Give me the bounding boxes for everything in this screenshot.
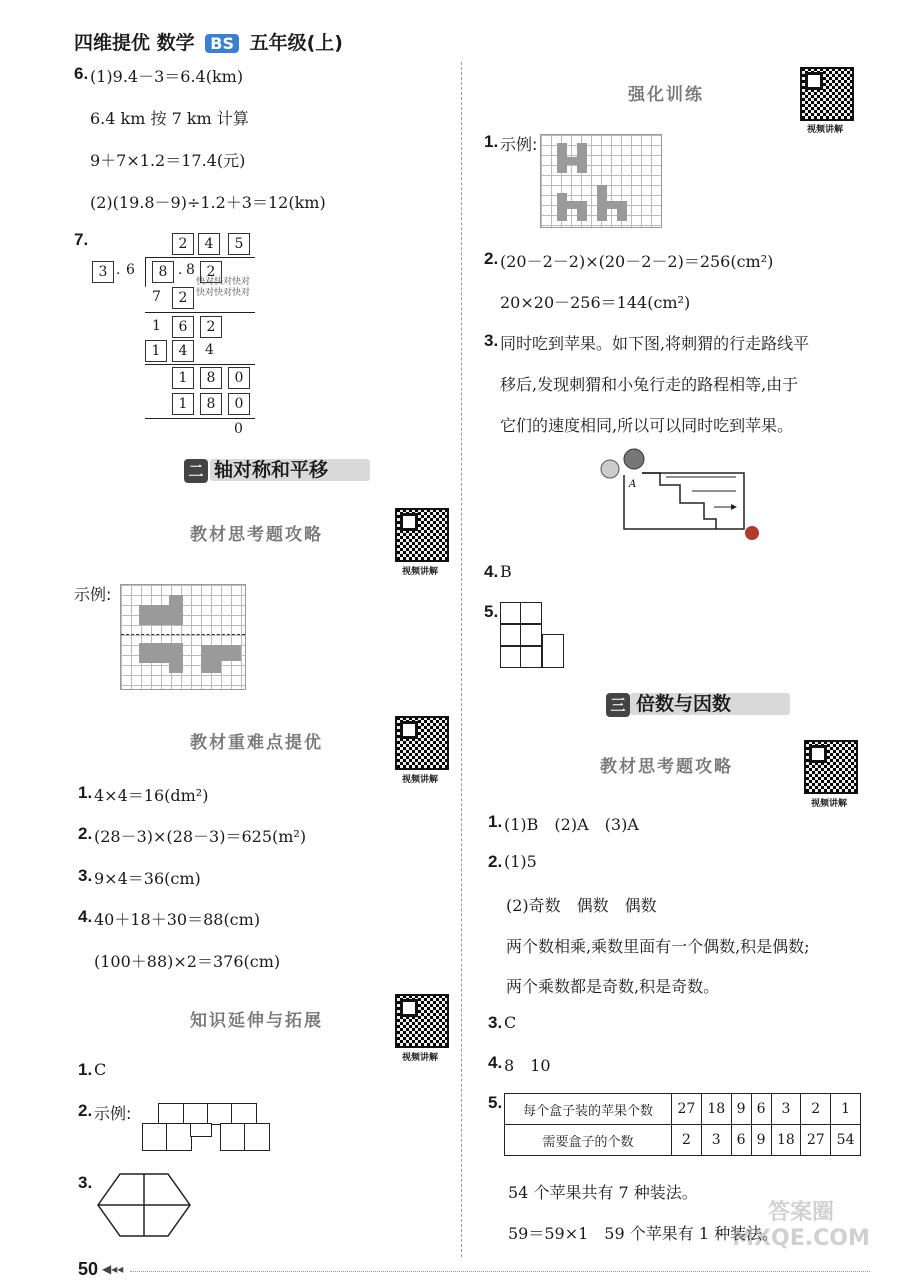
section-title: 教材重难点提优 <box>190 733 323 753</box>
arrow-icon: ◀◂◂ <box>102 1262 124 1276</box>
item-number: 1. <box>488 812 503 831</box>
remainder: 0 <box>234 421 243 437</box>
header-title: 四维提优 数学 <box>74 32 195 54</box>
table-cell: 9 <box>751 1125 771 1156</box>
table-cell: 2 <box>672 1125 702 1156</box>
step-digit: 1 <box>172 367 194 389</box>
quotient-digit: 5 <box>228 233 250 255</box>
item-number: 5. <box>484 602 499 621</box>
item-number: 3. <box>78 866 93 885</box>
qr-code[interactable] <box>395 508 449 562</box>
page-number: 50 <box>78 1259 99 1279</box>
division-bar <box>145 257 255 258</box>
hexagon-figure <box>96 1172 192 1238</box>
item-text: (2)奇数 偶数 偶数 <box>506 896 657 915</box>
step-digit: 2 <box>200 316 222 338</box>
step-digit: 4 <box>172 340 194 362</box>
column-divider <box>461 62 462 1257</box>
watermark: 答案圈 MXQE.COM <box>732 1200 870 1251</box>
dividend-digit: 2 <box>200 261 222 283</box>
item-text: (100＋88)×2＝376(cm) <box>94 952 281 971</box>
item-text: 两个数相乘,乘数里面有一个偶数,积是偶数; <box>506 937 810 956</box>
item-text: 示例: <box>500 135 538 154</box>
step-digit: 8 <box>200 367 222 389</box>
translation-grid <box>540 134 662 228</box>
item-number: 1. <box>484 132 499 151</box>
step-line <box>145 312 255 313</box>
table-cell: 2 <box>801 1094 831 1125</box>
qr-code[interactable] <box>395 994 449 1048</box>
example-label: 示例: <box>74 585 112 604</box>
item-text: 20×20－256＝144(cm²) <box>500 293 691 312</box>
item-number: 3. <box>484 331 499 350</box>
item-text: 同时吃到苹果。如下图,将刺猬的行走路线平 <box>500 334 810 353</box>
table-cell: 6 <box>731 1125 751 1156</box>
item-number: 1. <box>78 1060 93 1079</box>
item-number: 3. <box>78 1173 93 1192</box>
item-text: 它们的速度相同,所以可以同时吃到苹果。 <box>500 416 794 435</box>
table-row <box>505 1094 861 1125</box>
table-cell: 6 <box>751 1094 771 1125</box>
item-text: 59＝59×1 59 个苹果有 1 种装法。 <box>508 1224 779 1243</box>
table-cell: 27 <box>801 1125 831 1156</box>
step-digit: 1 <box>152 318 161 334</box>
item-number: 4. <box>488 1053 503 1072</box>
item-number: 5. <box>488 1093 503 1112</box>
item-text: (1)B (2)A (3)A <box>504 815 639 834</box>
item-number: 2. <box>78 824 93 843</box>
dividend-digit: 8 <box>152 261 174 283</box>
item-number: 2. <box>488 852 503 871</box>
table-cell: 9 <box>731 1094 751 1125</box>
footer-line <box>130 1271 870 1272</box>
table-cell: 3 <box>701 1125 731 1156</box>
table-cell: 1 <box>831 1094 861 1125</box>
row-header: 需要盒子的个数 <box>505 1125 672 1156</box>
step-digit: 7 <box>152 289 161 305</box>
q6-number: 6. <box>74 64 89 83</box>
qr-code[interactable] <box>804 740 858 794</box>
item-text: C <box>94 1060 107 1079</box>
q7-number: 7. <box>74 230 89 249</box>
qr-code[interactable] <box>395 716 449 770</box>
divisor-point: . <box>116 262 121 278</box>
item-text: (1)5 <box>504 852 537 871</box>
dividend-point: . <box>178 262 183 278</box>
symmetry-grid <box>120 584 246 690</box>
step-digit: 1 <box>145 340 167 362</box>
item-number: 2. <box>484 249 499 268</box>
header-badge: BS <box>205 34 239 53</box>
table-row <box>505 1125 861 1156</box>
q6-line: 6.4 km 按 7 km 计算 <box>90 109 249 128</box>
apple-box-table <box>504 1093 861 1156</box>
item-number: 4. <box>484 562 499 581</box>
watermark-note: 快对快对快对 快对快对快对 <box>196 277 251 298</box>
qr-code[interactable] <box>800 67 854 121</box>
qr-caption: 视频讲解 <box>810 799 847 809</box>
section-title: 知识延伸与拓展 <box>190 1011 323 1031</box>
header-grade: 五年级(上) <box>249 32 343 54</box>
item-text: 54 个苹果共有 7 种装法。 <box>508 1183 698 1202</box>
item-text: 9×4＝36(cm) <box>94 869 201 888</box>
chapter-title: 轴对称和平移 <box>214 459 329 481</box>
table-cell: 27 <box>672 1094 702 1125</box>
qr-caption: 视频讲解 <box>806 125 843 135</box>
item-text: (20－2－2)×(20－2－2)＝256(cm²) <box>500 252 774 271</box>
divisor-digit: 3 <box>92 261 114 283</box>
row-header: 每个盒子装的苹果个数 <box>505 1094 672 1125</box>
qr-caption: 视频讲解 <box>401 567 438 577</box>
item-number: 1. <box>78 783 93 802</box>
section-title: 教材思考题攻略 <box>600 757 733 777</box>
section-title: 强化训练 <box>628 85 704 105</box>
item-text: 示例: <box>94 1104 132 1123</box>
chapter-number: 三 <box>606 693 630 717</box>
step-line <box>145 364 255 365</box>
item-text: 4×4＝16(dm²) <box>94 786 209 805</box>
item-text: 移后,发现刺猬和小兔行走的路程相等,由于 <box>500 375 799 394</box>
route-diagram <box>596 447 766 543</box>
item-text: B <box>500 562 512 581</box>
item-text: 两个乘数都是奇数,积是奇数。 <box>506 977 720 996</box>
step-digit: 2 <box>172 287 194 309</box>
quotient-digit: 2 <box>172 233 194 255</box>
step-digit: 6 <box>172 316 194 338</box>
item-number: 3. <box>488 1013 503 1032</box>
division-bracket <box>145 257 146 287</box>
label-a: A <box>629 479 637 490</box>
table-cell: 3 <box>771 1094 801 1125</box>
q6-line: (1)9.4－3＝6.4(km) <box>90 67 244 86</box>
chapter-heading <box>184 455 328 483</box>
item-text: (28－3)×(28－3)＝625(m²) <box>94 827 307 846</box>
symmetry-axis <box>121 634 245 635</box>
qr-caption: 视频讲解 <box>401 1053 438 1063</box>
item-text: 8 10 <box>504 1056 551 1075</box>
step-line <box>145 418 255 419</box>
section-title: 教材思考题攻略 <box>190 525 323 545</box>
item-text: 40＋18＋30＝88(cm) <box>94 910 261 929</box>
divisor-digit: 6 <box>126 262 135 278</box>
quotient-digit: 4 <box>198 233 220 255</box>
step-digit: 0 <box>228 393 250 415</box>
item-number: 2. <box>78 1101 93 1120</box>
step-digit: 4 <box>205 342 214 358</box>
table-cell: 18 <box>701 1094 731 1125</box>
chapter-heading <box>606 689 731 717</box>
qr-caption: 视频讲解 <box>401 775 438 785</box>
table-cell: 54 <box>831 1125 861 1156</box>
step-digit: 0 <box>228 367 250 389</box>
q6-line: (2)(19.8－9)÷1.2＋3＝12(km) <box>90 193 326 212</box>
item-text: C <box>504 1013 517 1032</box>
chapter-number: 二 <box>184 459 208 483</box>
step-digit: 8 <box>200 393 222 415</box>
item-number: 4. <box>78 907 93 926</box>
table-cell: 18 <box>771 1125 801 1156</box>
page-header <box>74 28 343 55</box>
dividend-digit: 8 <box>186 262 195 278</box>
q6-line: 9＋7×1.2＝17.4(元) <box>90 151 246 170</box>
chapter-title: 倍数与因数 <box>636 693 732 715</box>
step-digit: 1 <box>172 393 194 415</box>
